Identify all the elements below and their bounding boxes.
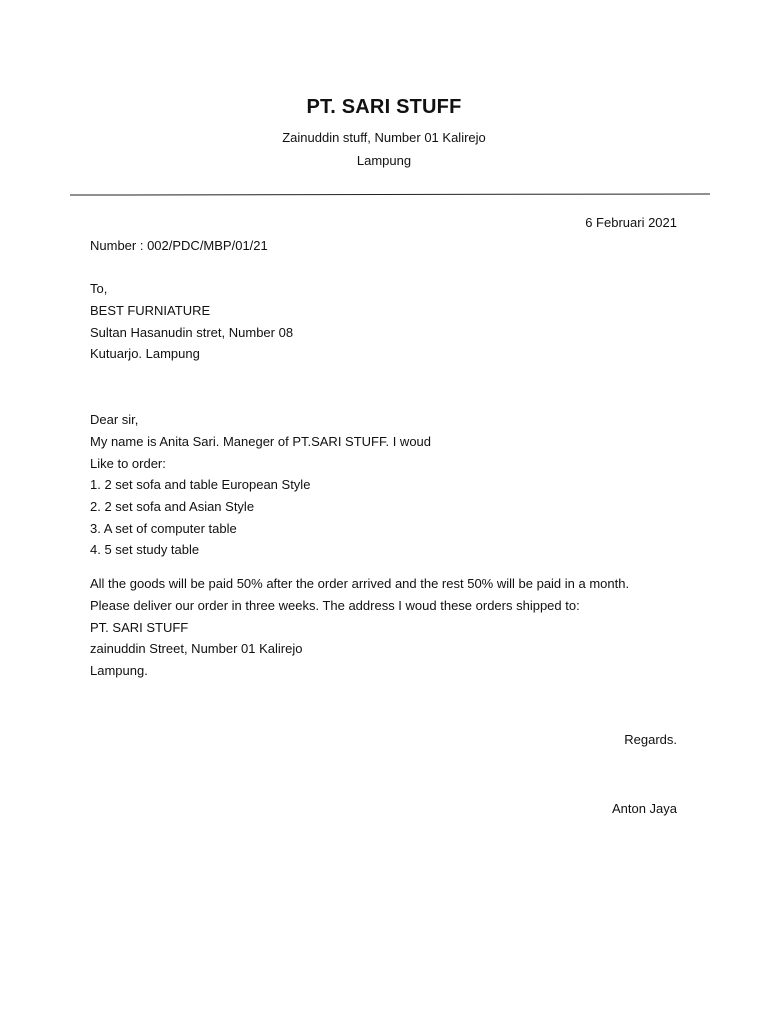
shipping-street: zainuddin Street, Number 01 Kalirejo	[90, 641, 303, 657]
company-name: PT. SARI STUFF	[306, 96, 462, 118]
company-address-line-2: Lampung	[356, 153, 412, 168]
recipient-block	[90, 278, 293, 365]
order-item: 3. A set of computer table	[90, 520, 237, 536]
shipping-city: Lampung.	[90, 663, 148, 679]
delivery-terms: Please deliver our order in three weeks. The address I woud these orders shipped to:	[90, 597, 580, 613]
order-item: 4. 5 set study table	[90, 542, 200, 558]
letterhead	[0, 94, 768, 172]
closing-regards: Regards.	[624, 732, 677, 747]
order-item: 2. 2 set sofa and Asian Style	[90, 498, 255, 514]
letter-intro	[90, 409, 431, 474]
company-address-line-1: Zainuddin stuff, Number 01 Kalirejo	[282, 130, 486, 145]
salutation: Dear sir,	[90, 412, 139, 427]
intro-line-2: Like to order:	[90, 455, 166, 471]
recipient-to: To,	[90, 281, 108, 296]
letter-date: 6 Februari 2021	[585, 215, 677, 230]
letter-number: Number : 002/PDC/MBP/01/21	[90, 238, 268, 253]
order-list	[90, 474, 310, 561]
signatory-name: Anton Jaya	[611, 801, 677, 816]
letterhead-divider	[70, 193, 710, 195]
recipient-name: BEST FURNIATURE	[90, 302, 211, 318]
recipient-street: Sultan Hasanudin stret, Number 08	[90, 324, 294, 340]
shipping-name: PT. SARI STUFF	[90, 619, 189, 635]
recipient-city: Kutuarjo. Lampung	[90, 346, 200, 362]
payment-delivery-terms	[90, 573, 710, 682]
order-item: 1. 2 set sofa and table European Style	[90, 477, 311, 492]
intro-line-1: My name is Anita Sari. Maneger of PT.SARI STUFF. I woud	[90, 433, 432, 449]
payment-terms: All the goods will be paid 50% after the order arrived and the rest 50% will be paid in a month.	[90, 576, 630, 591]
